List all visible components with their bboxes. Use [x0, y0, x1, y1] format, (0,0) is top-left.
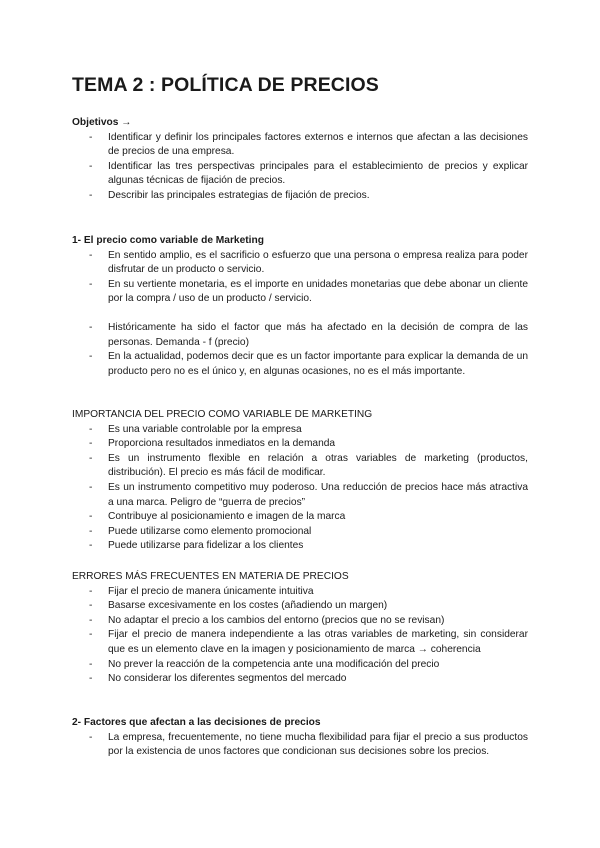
section-2 — [72, 716, 528, 760]
list-item: - Es un instrumento flexible en relación a otras variables de marketing (productos, distribución). El precio es más fácil de modificar. — [72, 452, 528, 481]
list-item: - Fijar el precio de manera únicamente intuitiva — [72, 585, 528, 600]
list-item: - Describir las principales estrategias de fijación de precios. — [72, 189, 528, 204]
list-item: - Contribuye al posicionamiento e imagen de la marca — [72, 510, 528, 525]
list-item: - No prever la reacción de la competencia ante una modificación del precio — [72, 658, 528, 673]
list-item: - Puede utilizarse para fidelizar a los clientes — [72, 539, 528, 554]
section-2-list — [72, 731, 528, 760]
section-1 — [72, 234, 528, 379]
section-1-list-a — [72, 249, 528, 307]
page-title: TEMA 2 : POLÍTICA DE PRECIOS — [72, 74, 379, 96]
list-item: - En sentido amplio, es el sacrificio o esfuerzo que una persona o empresa realiza para poder disfrutar de un producto o servicio. — [72, 249, 528, 278]
list-item: - Históricamente ha sido el factor que más ha afectado en la decisión de compra de las personas. Demanda - f (precio) — [72, 321, 528, 350]
importancia-list — [72, 423, 528, 554]
list-item: - No considerar los diferentes segmentos del mercado — [72, 672, 528, 687]
importancia-heading: IMPORTANCIA DEL PRECIO COMO VARIABLE DE MARKETING — [72, 409, 373, 420]
errores-heading: ERRORES MÁS FRECUENTES EN MATERIA DE PRECIOS — [72, 571, 349, 582]
list-item: - Proporciona resultados inmediatos en la demanda — [72, 437, 528, 452]
list-item: - No adaptar el precio a los cambios del entorno (precios que no se revisan) — [72, 614, 528, 629]
list-item: - Identificar las tres perspectivas principales para el establecimiento de precios y explicar algunas técnicas de fijación de precios. — [72, 160, 528, 189]
list-item: - Identificar y definir los principales factores externos e internos que afectan a las decisiones de precios de una empresa. — [72, 131, 528, 160]
errores-list — [72, 585, 528, 687]
importancia-section — [72, 408, 528, 554]
list-item: - Es un instrumento competitivo muy poderoso. Una reducción de precios hace más atractiva a una marca. Peligro de “guerra de precios” — [72, 481, 528, 510]
section-1-heading: 1- El precio como variable de Marketing — [72, 235, 264, 246]
section-1-list-b — [72, 321, 528, 379]
list-item: - Es una variable controlable por la empresa — [72, 423, 528, 438]
list-item: - En la actualidad, podemos decir que es un factor importante para explicar la demanda de un producto pero no es el único y, en algunas ocasiones, no es el más importante. — [72, 350, 528, 379]
errores-section — [72, 570, 528, 687]
objetivos-list — [72, 131, 528, 204]
list-item: - Basarse excesivamente en los costes (añadiendo un margen) — [72, 599, 528, 614]
list-item: - La empresa, frecuentemente, no tiene mucha flexibilidad para fijar el precio a sus productos por la existencia de unos factores que condicionan sus decisiones sobre los precios. — [72, 731, 528, 760]
section-2-heading: 2- Factores que afectan a las decisiones de precios — [72, 717, 321, 728]
list-item: - Puede utilizarse como elemento promocional — [72, 525, 528, 540]
list-item: - En su vertiente monetaria, es el importe en unidades monetarias que debe abonar un cliente por la compra / uso de un producto / servicio. — [72, 278, 528, 307]
objetivos-section — [72, 116, 528, 204]
list-item: - Fijar el precio de manera independiente a las otras variables de marketing, sin considerar que es un elemento clave en la imagen y posicionamiento de marca → coherencia — [72, 628, 528, 657]
spacer — [72, 307, 528, 321]
objetivos-heading: Objetivos → — [72, 117, 132, 128]
